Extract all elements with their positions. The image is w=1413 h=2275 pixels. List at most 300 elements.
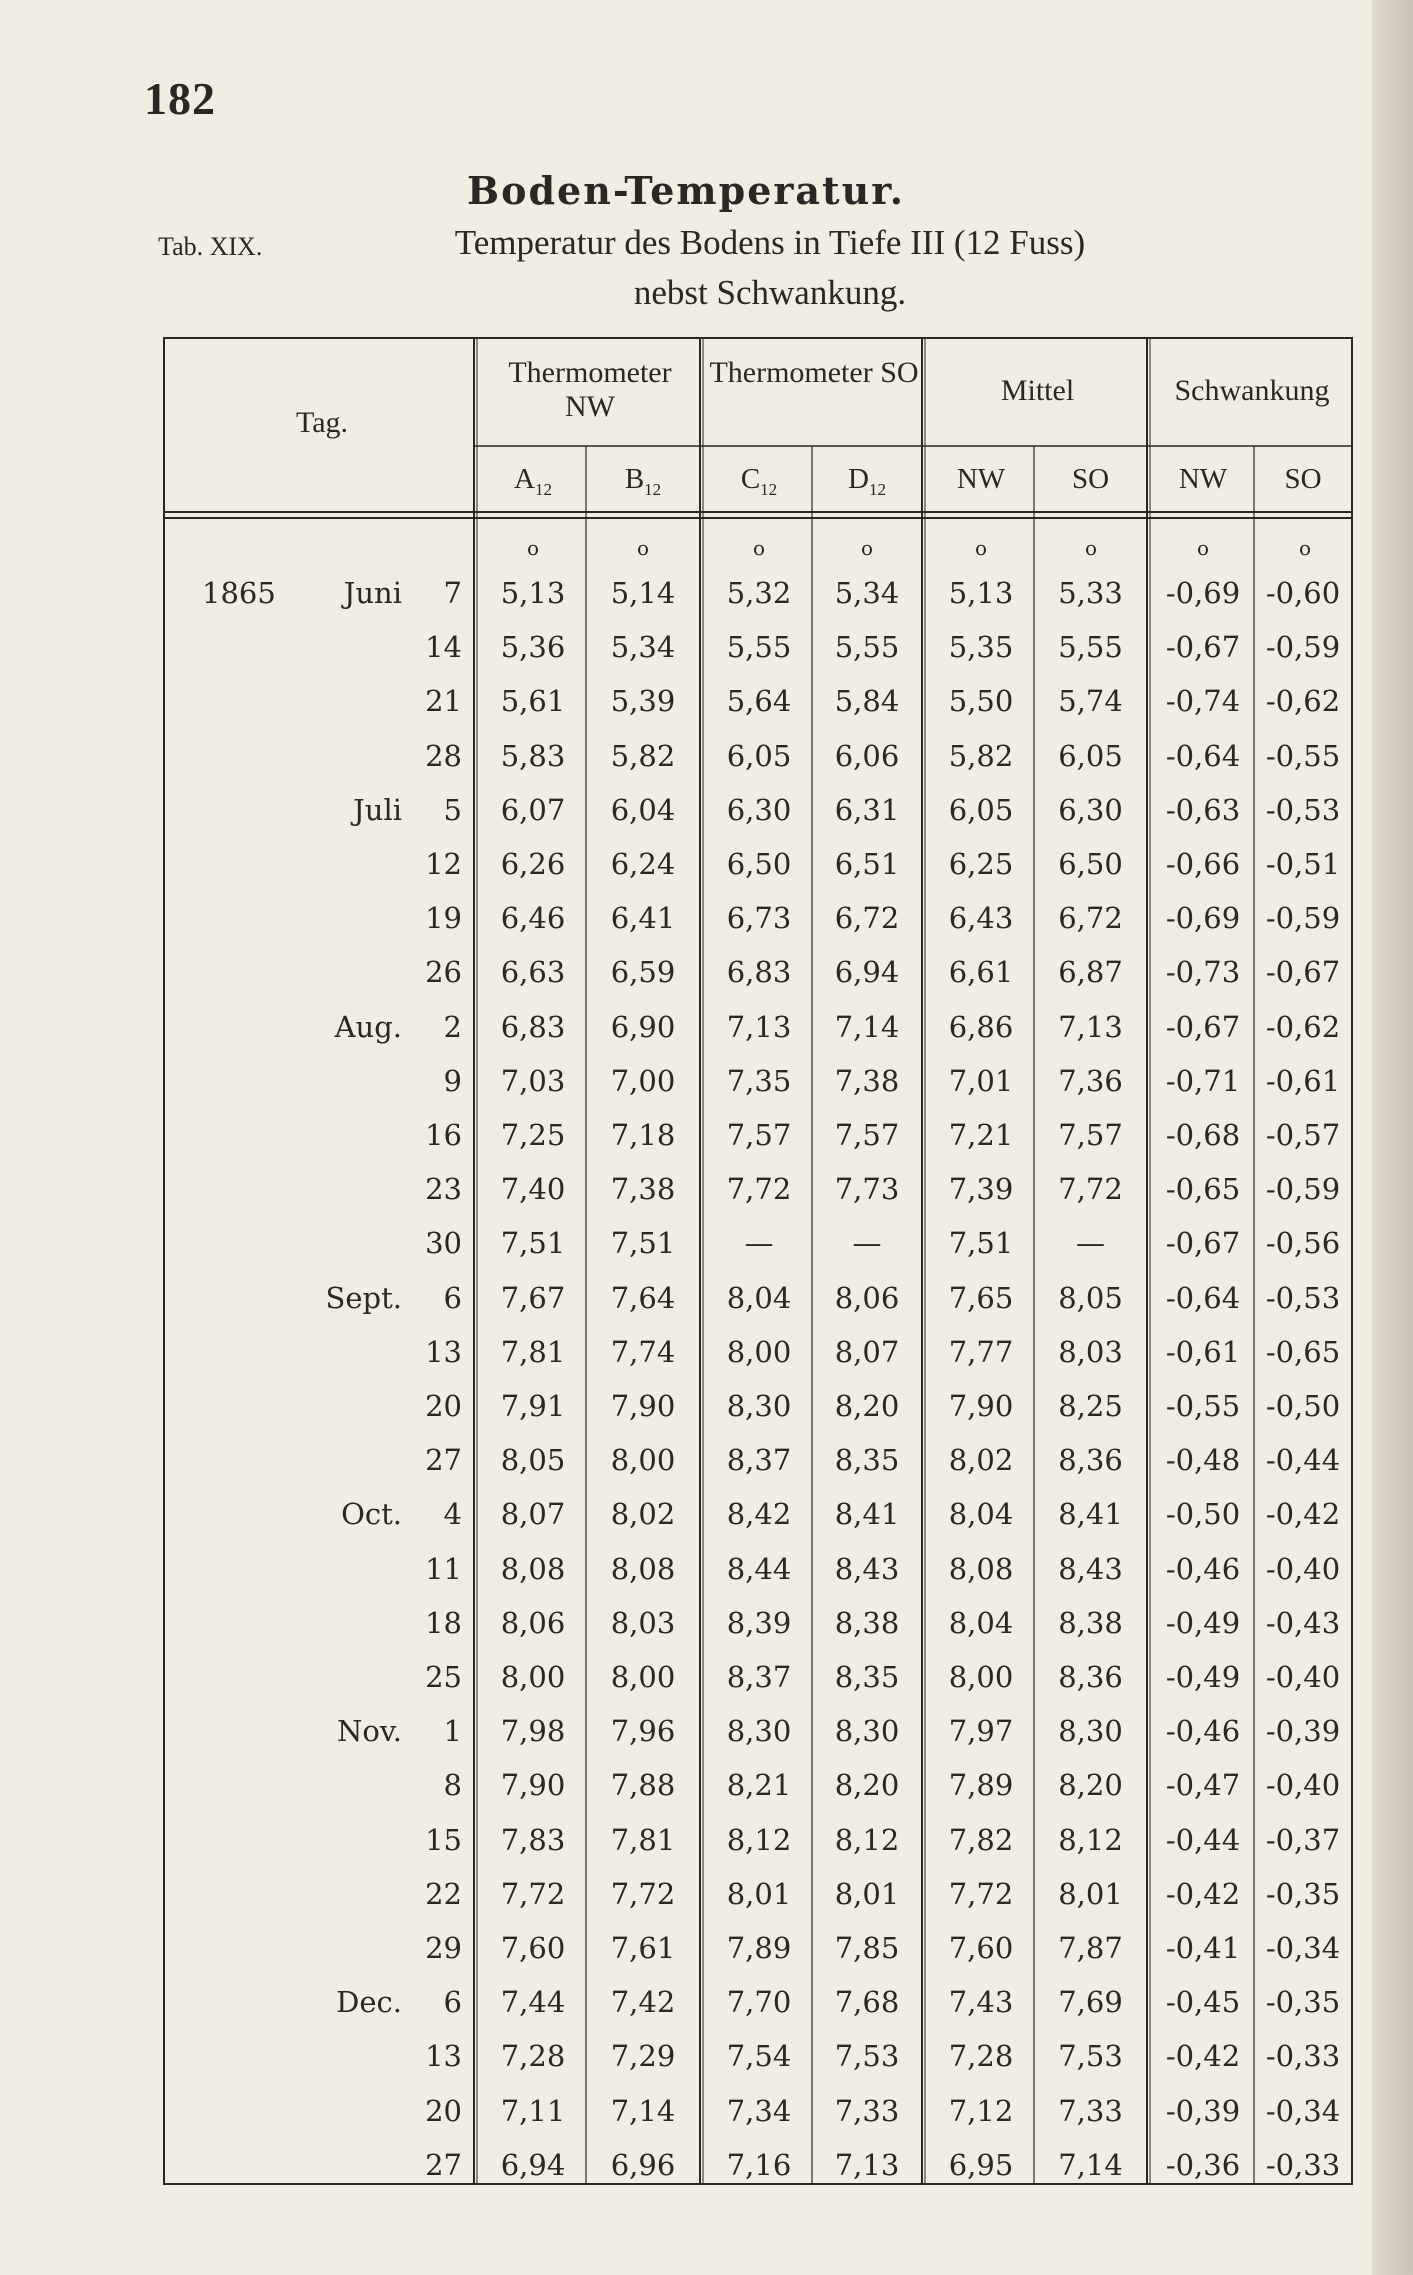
- table-row: [162, 676, 1355, 730]
- header-thermometer-nw: Thermometer NW: [508, 356, 672, 423]
- row-value: 6,24: [610, 847, 676, 881]
- row-value: 7,61: [610, 1931, 676, 1965]
- row-value: 6,96: [610, 2147, 676, 2182]
- row-value: -0,34: [1265, 2093, 1341, 2128]
- table-row: [162, 1598, 1355, 1652]
- row-value: 8,44: [726, 1551, 792, 1586]
- row-value: -0,59: [1265, 1172, 1341, 1207]
- row-value: -0,44: [1265, 1443, 1341, 1478]
- row-day: 27: [425, 1443, 462, 1478]
- row-day: 6: [443, 1985, 462, 2020]
- header-tag: Tag.: [295, 406, 349, 439]
- row-value: 8,00: [610, 1443, 676, 1478]
- row-value: 5,34: [834, 576, 900, 610]
- row-value: 7,87: [1058, 1931, 1123, 1965]
- row-value: 8,00: [500, 1660, 566, 1694]
- row-value: 7,57: [1058, 1118, 1123, 1152]
- row-value: 5,36: [500, 630, 566, 665]
- row-value: -0,73: [1165, 955, 1241, 990]
- row-value: 6,43: [948, 901, 1014, 936]
- row-day: 8: [443, 1768, 462, 1803]
- row-value: 7,60: [500, 1931, 566, 1965]
- row-value: 7,25: [500, 1118, 566, 1152]
- row-day: 28: [425, 738, 462, 773]
- row-value: 7,51: [610, 1226, 676, 1261]
- row-value: 5,50: [948, 684, 1014, 719]
- row-value: -0,69: [1165, 901, 1241, 936]
- row-value: -0,40: [1265, 1551, 1341, 1586]
- row-value: 7,01: [948, 1063, 1014, 1098]
- table-row: [162, 2140, 1355, 2194]
- row-value: -0,74: [1165, 684, 1241, 719]
- row-day: 30: [425, 1226, 462, 1261]
- table-row: [162, 568, 1355, 622]
- row-value: 6,26: [500, 847, 566, 881]
- row-day: 26: [425, 955, 462, 990]
- col-schwankung-nw: NW: [1178, 463, 1228, 495]
- page-title: Boden-Temperatur.: [467, 168, 905, 213]
- row-day: 9: [443, 1063, 462, 1098]
- row-day: 29: [425, 1931, 462, 1965]
- row-day: 22: [425, 1876, 462, 1911]
- row-value: 7,90: [500, 1768, 566, 1803]
- row-value: 6,94: [834, 955, 900, 990]
- row-value: 7,53: [834, 2039, 900, 2074]
- row-day: 13: [425, 2039, 462, 2074]
- row-value: 7,98: [500, 1714, 566, 1749]
- table-row: [162, 731, 1355, 785]
- row-value: 7,90: [610, 1389, 676, 1423]
- row-day: 15: [425, 1822, 462, 1857]
- row-value: -0,48: [1165, 1443, 1241, 1478]
- row-value: 5,13: [948, 576, 1014, 610]
- row-value: 7,35: [726, 1063, 792, 1098]
- row-value: 8,06: [500, 1605, 566, 1640]
- table-label: Tab. XIX.: [158, 232, 263, 261]
- row-value: 7,40: [500, 1172, 566, 1207]
- row-value: 8,12: [1058, 1822, 1123, 1857]
- row-value: 7,14: [834, 1009, 900, 1044]
- row-value: 6,07: [500, 792, 566, 827]
- row-value: -0,67: [1265, 955, 1341, 990]
- row-value: -0,40: [1265, 1768, 1341, 1803]
- row-value: -0,34: [1265, 1931, 1341, 1965]
- row-month: Oct.: [341, 1497, 402, 1532]
- header-schwankung: Schwankung: [1174, 374, 1330, 407]
- row-value: 8,35: [834, 1660, 900, 1694]
- row-value: —: [1076, 1226, 1105, 1261]
- table-row: [162, 1815, 1355, 1869]
- row-value: 8,00: [726, 1334, 792, 1369]
- row-value: —: [744, 1226, 774, 1261]
- row-month: Nov.: [337, 1714, 402, 1749]
- row-value: 8,03: [1058, 1334, 1123, 1369]
- row-value: 6,41: [610, 901, 676, 936]
- row-value: 7,12: [948, 2093, 1014, 2128]
- row-value: 7,74: [610, 1334, 676, 1369]
- row-value: 7,42: [610, 1985, 676, 2020]
- table-row: [162, 785, 1355, 839]
- row-value: 7,72: [726, 1172, 792, 1207]
- col-a12: $A_{12}$: [514, 463, 552, 499]
- row-value: 6,90: [610, 1009, 676, 1044]
- col-b12: $B_{12}$: [624, 463, 662, 499]
- row-month: Aug.: [334, 1009, 402, 1044]
- table-row: [162, 1164, 1355, 1218]
- row-day: 25: [425, 1660, 462, 1694]
- row-value: 8,08: [948, 1551, 1014, 1586]
- row-value: 7,96: [610, 1714, 676, 1749]
- table-row: [162, 1923, 1355, 1977]
- table-row: [162, 1218, 1355, 1272]
- row-value: 5,83: [500, 738, 566, 773]
- degree-mark: o: [636, 536, 650, 560]
- row-value: 6,25: [948, 847, 1014, 881]
- page-edge: [1372, 0, 1413, 2275]
- row-value: 6,95: [948, 2147, 1014, 2182]
- table-row: [162, 1381, 1355, 1435]
- table-row: [162, 1977, 1355, 2031]
- row-value: 8,12: [726, 1822, 792, 1857]
- row-value: 7,81: [500, 1334, 566, 1369]
- row-value: 8,07: [834, 1334, 900, 1369]
- row-value: 8,04: [948, 1497, 1014, 1532]
- row-value: 8,20: [1058, 1768, 1123, 1803]
- row-value: -0,60: [1265, 576, 1341, 610]
- row-value: 7,89: [948, 1768, 1014, 1803]
- row-value: -0,53: [1265, 792, 1341, 827]
- row-value: 7,03: [500, 1063, 566, 1098]
- row-value: -0,56: [1265, 1226, 1341, 1261]
- table-row: [162, 1327, 1355, 1381]
- row-value: -0,64: [1165, 738, 1241, 773]
- table-row: [162, 1273, 1355, 1327]
- col-d12: $D_{12}$: [848, 463, 886, 499]
- row-value: 8,30: [726, 1389, 792, 1423]
- row-value: 8,02: [948, 1443, 1014, 1478]
- table-row: [162, 1489, 1355, 1543]
- row-value: 5,55: [1058, 630, 1123, 665]
- row-value: -0,42: [1265, 1497, 1341, 1532]
- row-value: 8,25: [1058, 1389, 1123, 1423]
- row-value: 8,30: [834, 1714, 900, 1749]
- row-value: -0,66: [1165, 847, 1241, 881]
- row-value: 8,20: [834, 1768, 900, 1803]
- row-value: -0,41: [1165, 1931, 1241, 1965]
- row-value: 8,06: [834, 1280, 900, 1315]
- header-mittel: Mittel: [1000, 374, 1075, 407]
- row-day: 12: [425, 847, 462, 881]
- row-value: 6,06: [834, 738, 900, 773]
- row-value: -0,50: [1265, 1389, 1341, 1423]
- row-value: 6,51: [834, 847, 900, 881]
- row-value: 7,57: [834, 1118, 900, 1152]
- caption-line-1: Temperatur des Bodens in Tiefe III (12 Fuss): [454, 223, 1086, 262]
- row-value: -0,47: [1165, 1768, 1241, 1803]
- row-value: -0,50: [1165, 1497, 1241, 1532]
- row-day: 16: [425, 1118, 462, 1152]
- row-value: -0,62: [1265, 1009, 1341, 1044]
- row-value: 5,32: [726, 576, 792, 610]
- table-row: [162, 1760, 1355, 1814]
- row-value: 8,00: [610, 1660, 676, 1694]
- row-value: 5,82: [610, 738, 676, 773]
- row-value: 7,81: [610, 1822, 676, 1857]
- row-value: 5,55: [834, 630, 900, 665]
- row-value: 7,65: [948, 1280, 1014, 1315]
- table-row: [162, 1110, 1355, 1164]
- row-value: 7,77: [948, 1334, 1014, 1369]
- col-mittel-nw: NW: [956, 463, 1006, 495]
- row-value: 7,14: [1058, 2147, 1123, 2182]
- row-value: —: [852, 1226, 882, 1261]
- col-c12: $C_{12}$: [740, 463, 778, 499]
- row-value: -0,40: [1265, 1660, 1341, 1694]
- row-value: 7,68: [834, 1985, 900, 2020]
- row-value: 5,39: [610, 684, 676, 719]
- row-day: 18: [425, 1605, 462, 1640]
- row-value: 8,08: [500, 1551, 566, 1586]
- caption-line-2: nebst Schwankung.: [633, 273, 907, 312]
- degree-mark: o: [1084, 536, 1098, 560]
- row-value: -0,35: [1265, 1876, 1341, 1911]
- row-value: 8,41: [834, 1497, 900, 1532]
- row-value: 5,84: [834, 684, 900, 719]
- degree-mark: o: [860, 536, 874, 560]
- row-value: -0,46: [1165, 1551, 1241, 1586]
- row-day: 20: [425, 2093, 462, 2128]
- row-value: 5,82: [948, 738, 1014, 773]
- row-day: 13: [425, 1334, 462, 1369]
- row-value: 8,01: [834, 1876, 900, 1911]
- row-month: Juli: [353, 792, 402, 827]
- row-value: 6,46: [500, 901, 566, 936]
- row-value: 7,72: [500, 1876, 566, 1911]
- row-value: 7,97: [948, 1714, 1014, 1749]
- header-thermometer-so: Thermometer SO: [709, 356, 919, 389]
- row-value: 6,05: [1058, 738, 1123, 773]
- row-value: 8,42: [726, 1497, 792, 1532]
- row-value: 8,43: [1058, 1551, 1123, 1586]
- row-value: 6,72: [1058, 901, 1123, 936]
- row-value: 6,94: [500, 2147, 566, 2182]
- row-value: 6,87: [1058, 955, 1123, 990]
- row-value: 7,72: [948, 1876, 1014, 1911]
- row-value: 6,30: [1058, 792, 1123, 827]
- row-value: 8,38: [1058, 1605, 1123, 1640]
- row-month: Juni: [343, 576, 402, 610]
- row-value: 5,64: [726, 684, 792, 719]
- row-value: 6,31: [834, 792, 900, 827]
- row-value: -0,62: [1265, 684, 1341, 719]
- row-value: -0,69: [1165, 576, 1241, 610]
- row-value: 7,69: [1058, 1985, 1123, 2020]
- row-value: 7,16: [726, 2147, 792, 2182]
- row-value: 7,33: [1058, 2093, 1123, 2128]
- row-day: 4: [443, 1497, 462, 1532]
- row-value: 7,72: [610, 1876, 676, 1911]
- row-value: 6,73: [726, 901, 792, 936]
- row-value: 6,72: [834, 901, 900, 936]
- row-value: 7,51: [500, 1226, 566, 1261]
- temperature-table: [162, 336, 1355, 2186]
- degree-row: [162, 536, 1355, 566]
- row-value: 8,36: [1058, 1443, 1123, 1478]
- row-value: 7,34: [726, 2093, 792, 2128]
- row-value: -0,65: [1265, 1334, 1341, 1369]
- row-value: -0,33: [1265, 2147, 1341, 2182]
- row-value: 7,38: [834, 1063, 900, 1098]
- row-value: 8,04: [948, 1605, 1014, 1640]
- row-value: -0,49: [1165, 1660, 1241, 1694]
- row-value: 6,50: [726, 847, 792, 881]
- row-value: 5,55: [726, 630, 792, 665]
- table-row: [162, 1544, 1355, 1598]
- row-value: 8,12: [834, 1822, 900, 1857]
- table-row: [162, 1652, 1355, 1706]
- row-value: -0,71: [1165, 1063, 1241, 1098]
- row-value: 5,13: [500, 576, 566, 610]
- row-value: 7,67: [500, 1280, 566, 1315]
- table-row: [162, 1056, 1355, 1110]
- row-day: 11: [425, 1551, 462, 1586]
- row-year: 1865: [202, 576, 276, 610]
- table-row: [162, 1002, 1355, 1056]
- row-value: 7,88: [610, 1768, 676, 1803]
- row-value: -0,44: [1165, 1822, 1241, 1857]
- row-value: 6,86: [948, 1009, 1014, 1044]
- row-value: 6,30: [726, 792, 792, 827]
- table-row: [162, 893, 1355, 947]
- row-value: -0,53: [1265, 1280, 1341, 1315]
- row-value: 7,13: [834, 2147, 900, 2182]
- row-value: 7,83: [500, 1822, 566, 1857]
- row-day: 5: [443, 792, 462, 827]
- row-value: 7,28: [948, 2039, 1014, 2074]
- row-value: 6,63: [500, 955, 566, 990]
- table-row: [162, 2031, 1355, 2085]
- row-value: 8,39: [726, 1605, 792, 1640]
- row-value: 8,30: [1058, 1714, 1123, 1749]
- row-value: 7,90: [948, 1389, 1014, 1423]
- degree-mark: o: [974, 536, 988, 560]
- row-month: Dec.: [336, 1985, 402, 2020]
- row-value: 8,21: [726, 1768, 792, 1803]
- row-value: -0,39: [1165, 2093, 1241, 2128]
- row-value: -0,65: [1165, 1172, 1241, 1207]
- row-value: 6,04: [610, 792, 676, 827]
- row-value: -0,43: [1265, 1605, 1341, 1640]
- row-value: 7,36: [1058, 1063, 1123, 1098]
- row-value: 7,44: [500, 1985, 566, 2020]
- row-value: 6,61: [948, 955, 1014, 990]
- row-value: 8,41: [1058, 1497, 1123, 1532]
- col-schwankung-so: SO: [1284, 463, 1322, 495]
- degree-mark: o: [1298, 536, 1312, 560]
- table-row: [162, 1435, 1355, 1489]
- row-value: 7,21: [948, 1118, 1014, 1152]
- row-value: 8,05: [1058, 1280, 1123, 1315]
- row-value: 8,08: [610, 1551, 676, 1586]
- row-value: 5,61: [500, 684, 566, 719]
- row-value: 8,01: [1058, 1876, 1123, 1911]
- row-value: -0,46: [1165, 1714, 1241, 1749]
- row-value: 8,03: [610, 1605, 676, 1640]
- row-value: -0,35: [1265, 1985, 1341, 2020]
- row-value: 8,37: [726, 1443, 792, 1478]
- row-day: 23: [425, 1172, 462, 1207]
- row-value: -0,59: [1265, 901, 1341, 936]
- row-value: 7,72: [1058, 1172, 1123, 1207]
- page-number: 182: [144, 73, 216, 124]
- row-value: -0,42: [1165, 1876, 1241, 1911]
- col-mittel-so: SO: [1071, 463, 1110, 495]
- degree-mark: o: [526, 536, 540, 560]
- row-month: Sept.: [325, 1280, 402, 1315]
- row-value: 7,60: [948, 1931, 1014, 1965]
- row-value: 5,34: [610, 630, 676, 665]
- row-value: 8,07: [500, 1497, 566, 1532]
- row-value: 7,13: [726, 1009, 792, 1044]
- row-value: 8,20: [834, 1389, 900, 1423]
- row-value: 8,05: [500, 1443, 566, 1478]
- row-day: 27: [425, 2147, 462, 2182]
- table-row: [162, 839, 1355, 893]
- row-value: 7,38: [610, 1172, 676, 1207]
- row-value: 6,05: [948, 792, 1014, 827]
- row-day: 21: [425, 684, 462, 719]
- row-value: -0,67: [1165, 1009, 1241, 1044]
- row-value: 7,13: [1058, 1009, 1123, 1044]
- row-value: -0,33: [1265, 2039, 1341, 2074]
- table-caption: [360, 218, 1180, 318]
- row-value: 7,00: [610, 1063, 676, 1098]
- row-value: 7,85: [834, 1931, 900, 1965]
- table-row: [162, 947, 1355, 1001]
- row-day: 20: [425, 1389, 462, 1423]
- row-value: 7,29: [610, 2039, 676, 2074]
- row-value: 7,14: [610, 2093, 676, 2128]
- row-value: -0,51: [1265, 847, 1341, 881]
- row-value: 7,28: [500, 2039, 566, 2074]
- row-value: 6,50: [1058, 847, 1123, 881]
- row-value: -0,64: [1165, 1280, 1241, 1315]
- row-value: -0,59: [1265, 630, 1341, 665]
- row-value: 7,57: [726, 1118, 792, 1152]
- row-value: 8,35: [834, 1443, 900, 1478]
- row-value: 6,05: [726, 738, 792, 773]
- row-value: 7,70: [726, 1985, 792, 2020]
- row-value: -0,68: [1165, 1118, 1241, 1152]
- row-value: 7,82: [948, 1822, 1014, 1857]
- row-value: 5,14: [610, 576, 676, 610]
- row-value: 7,53: [1058, 2039, 1123, 2074]
- row-value: 7,33: [834, 2093, 900, 2128]
- row-value: 8,36: [1058, 1660, 1123, 1694]
- row-value: -0,39: [1265, 1714, 1341, 1749]
- table-row: [162, 1706, 1355, 1760]
- table-row: [162, 622, 1355, 676]
- row-value: -0,42: [1165, 2039, 1241, 2074]
- row-value: -0,36: [1165, 2147, 1241, 2182]
- row-value: -0,45: [1165, 1985, 1241, 2020]
- row-value: 8,38: [834, 1605, 900, 1640]
- row-value: 7,91: [500, 1389, 566, 1423]
- table-row: [162, 2086, 1355, 2140]
- row-value: 6,59: [610, 955, 676, 990]
- row-day: 14: [425, 630, 462, 665]
- row-value: -0,61: [1265, 1063, 1341, 1098]
